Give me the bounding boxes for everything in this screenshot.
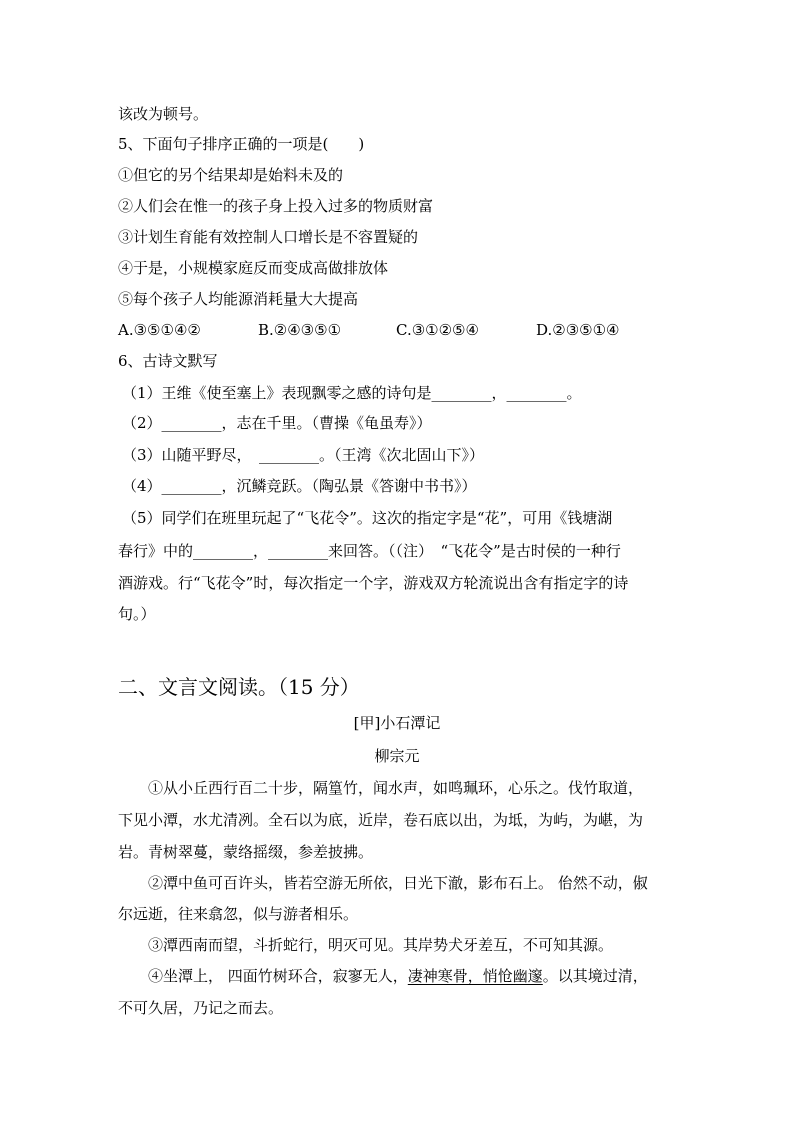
option-d: D.②③⑤①④ bbox=[536, 321, 620, 339]
continuation-line: 该改为顿号。 bbox=[118, 105, 209, 123]
question-5-sentence-2: ②人们会在惟一的孩子身上投入过多的物质财富 bbox=[118, 197, 434, 215]
passage-title: [甲]小石潭记 bbox=[353, 714, 441, 732]
option-a: A.③⑤①④② bbox=[118, 321, 201, 339]
question-5-title: 5、下面句子排序正确的一项是( ) bbox=[118, 135, 365, 153]
passage-author: 柳宗元 bbox=[374, 747, 420, 765]
question-5-sentence-3: ③计划生育能有效控制人口增长是不容置疑的 bbox=[118, 228, 419, 246]
paragraph-1-line-1: ①从小丘西行百二十步，隔篁竹，闻水声，如鸣珮环，心乐之。伐竹取道， bbox=[148, 779, 644, 797]
question-6-item-1: （1）王维《使至塞上》表现飘零之感的诗句是________，________。 bbox=[122, 384, 582, 402]
question-6-item-5-line-3: 酒游戏。行“飞花令”时，每次指定一个字，游戏双方轮流说出含有指定字的诗 bbox=[118, 574, 629, 592]
underlined-phrase: 凄神寒骨，悄怆幽邃 bbox=[407, 967, 543, 985]
paragraph-3: ③潭西南而望，斗折蛇行，明灭可见。其岸势犬牙差互，不可知其源。 bbox=[148, 936, 614, 954]
question-6-item-2: （2）________，志在千里。（曹操《龟虽寿》） bbox=[122, 414, 432, 432]
question-6-item-5-line-4: 句。） bbox=[118, 605, 156, 623]
question-6-title: 6、古诗文默写 bbox=[118, 352, 218, 370]
question-6-item-3: （3）山随平野尽， ________。（王湾《次北固山下》） bbox=[122, 446, 485, 464]
paragraph-4-line-2: 不可久居，乃记之而去。 bbox=[118, 999, 284, 1017]
question-6-item-5-line-1: （5）同学们在班里玩起了“飞花令”。这次的指定字是“花”，可用《钱塘湖 bbox=[122, 509, 613, 527]
section-2-heading: 二、文言文阅读。（15 分） bbox=[118, 675, 360, 699]
paragraph-4-text-after: 。以其境过清， bbox=[542, 967, 648, 985]
question-5-sentence-4: ④于是，小规模家庭反而变成高做排放体 bbox=[118, 259, 389, 277]
paragraph-4-text-before: ④坐潭上， 四面竹树环合，寂寥无人， bbox=[148, 967, 408, 985]
paragraph-2-line-2: 尔远逝，往来翕忽，似与游者相乐。 bbox=[118, 905, 359, 923]
question-5-sentence-1: ①但它的另个结果却是始料未及的 bbox=[118, 166, 344, 184]
question-6-item-4: （4）________，沉鳞竞跃。（陶弘景《答谢中书书》） bbox=[122, 477, 477, 495]
paragraph-4-line-1 bbox=[148, 966, 648, 986]
option-b: B.②④③⑤① bbox=[258, 321, 342, 339]
question-5-sentence-5: ⑤每个孩子人均能源消耗量大大提高 bbox=[118, 290, 359, 308]
question-6-item-5-line-2: 春行》中的________，________来回答。（（注） “飞花令”是古时侯的一种行 bbox=[118, 542, 621, 560]
paragraph-2-line-1: ②潭中鱼可百许头，皆若空游无所依，日光下澈，影布石上。 佁然不动，俶 bbox=[148, 874, 648, 892]
paragraph-1-line-3: 岩。青树翠蔓，蒙络摇缀，参差披拂。 bbox=[118, 843, 374, 861]
paragraph-1-line-2: 下见小潭，水尤清冽。全石以为底，近岸，卷石底以出，为坻，为屿，为嵁，为 bbox=[118, 811, 644, 829]
option-c: C.③①②⑤④ bbox=[396, 321, 479, 339]
